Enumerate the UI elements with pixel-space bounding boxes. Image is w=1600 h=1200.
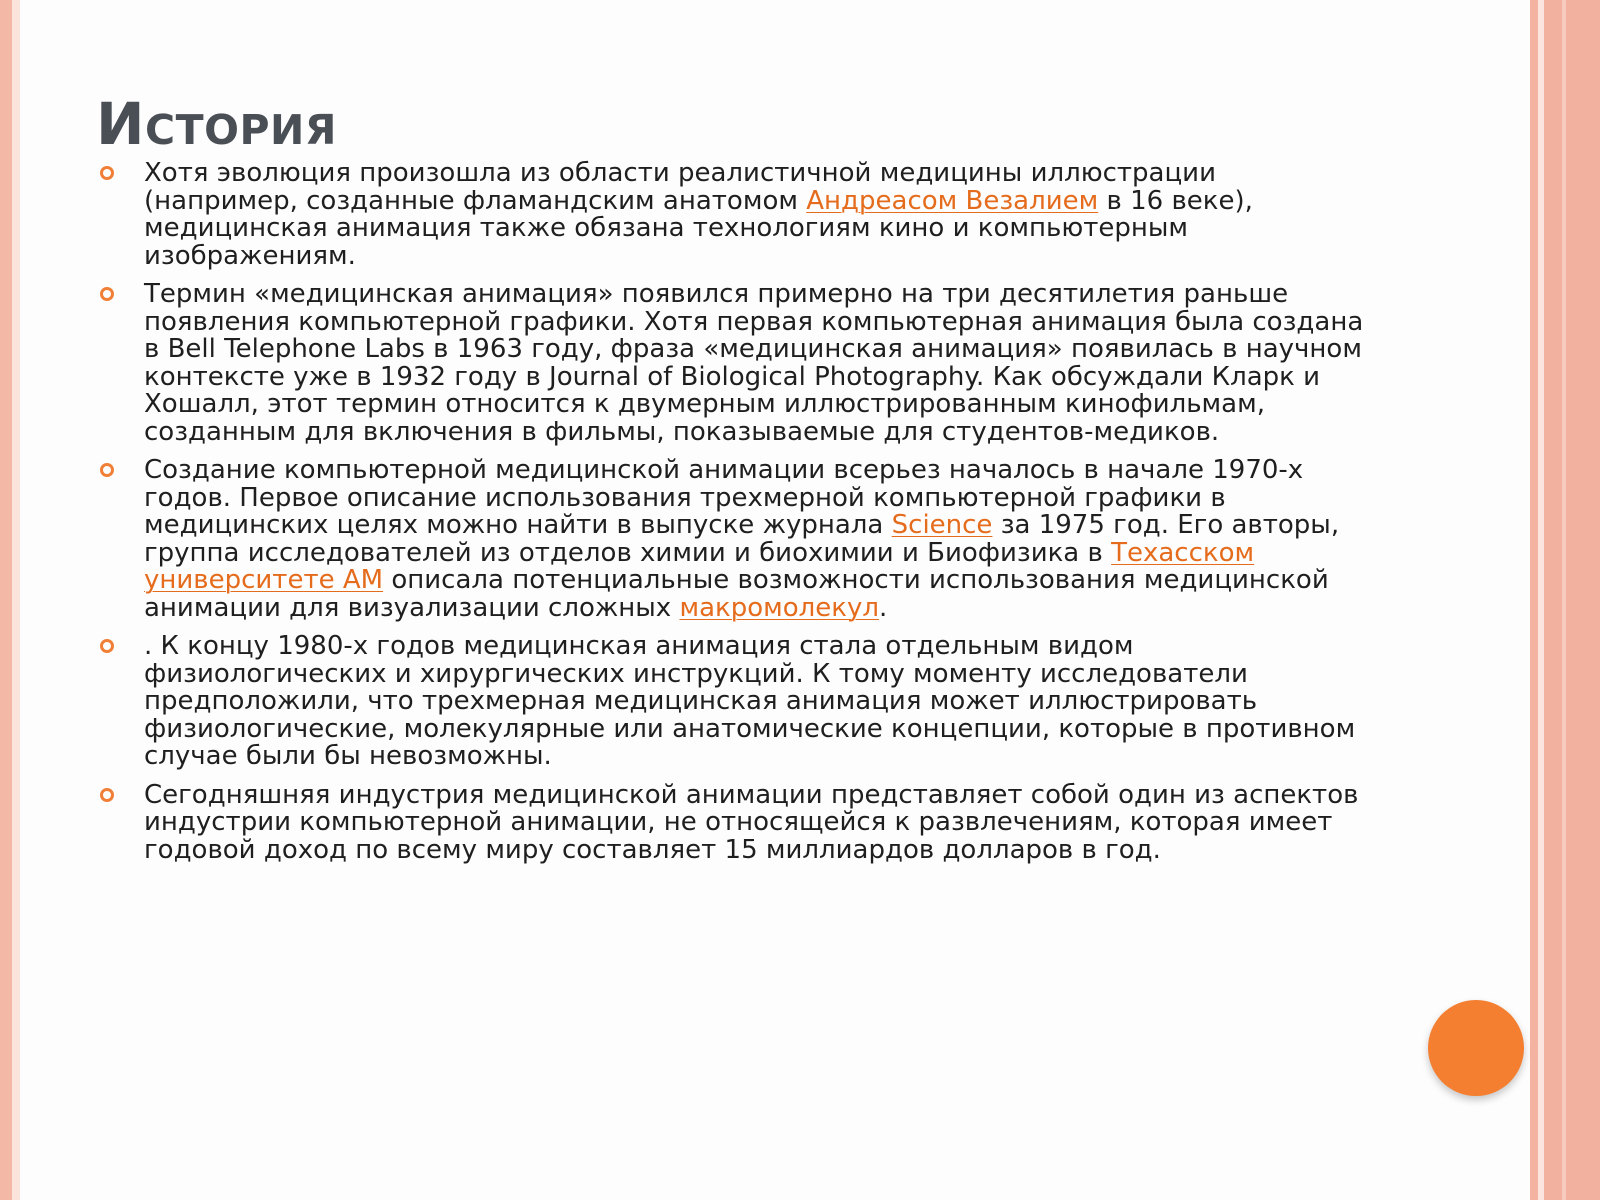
bullet-4-text: . К концу 1980-х годов медицинская анимация стала отдельным видом физиологических и хирургических инструкций. К тому моменту исследователи предположили, что трехмерная медицинская анимация может иллюстрировать физиологические, молекулярные или анатомические концепции, которые в противном случае были бы невозможны. xyxy=(144,631,1356,771)
slide-title: История xyxy=(96,90,337,158)
bullet-item-2 xyxy=(100,281,1370,446)
right-edge-band-wide xyxy=(1544,0,1600,1200)
link-science[interactable]: Science xyxy=(891,510,993,540)
bullet-item-3 xyxy=(100,457,1370,622)
decorative-orange-circle xyxy=(1428,1000,1524,1096)
bullet-item-5 xyxy=(100,779,1370,865)
bullet-3-text-part-4: . xyxy=(878,592,888,623)
bullet-1-text-part-2: в 16 веке), медицинская анимация также обязана технологиям кино и компьютерным изображениям. xyxy=(144,185,1253,271)
link-texas-am-university[interactable]: Техасском университете AM xyxy=(144,537,1255,595)
left-edge-band xyxy=(0,0,12,1200)
bullet-ring-icon xyxy=(100,287,114,301)
bullet-ring-icon xyxy=(100,788,114,802)
bullet-item-4 xyxy=(100,633,1370,771)
bullet-1-text-part-1: Хотя эволюция произошла из области реалистичной медицины иллюстрации (например, созданные фламандским анатомом xyxy=(144,158,1216,216)
bullet-3-text-part-1: Создание компьютерной медицинской анимации всерьез началось в начале 1970-х годов. Первое описание использования трехмерной компьютерной графики в медицинских целях можно найти в выпуске журнала xyxy=(144,455,1304,540)
bullet-list xyxy=(100,160,1370,864)
bullet-ring-icon xyxy=(100,463,114,477)
right-edge-band-thin xyxy=(1530,0,1538,1200)
link-vesalius[interactable]: Андреасом Везалием xyxy=(806,185,1099,216)
left-edge-band-light xyxy=(12,0,20,1200)
bullet-3-text-part-3: описала потенциальные возможности использования медицинской анимации для визуализации сложных xyxy=(144,565,1329,623)
bullet-2-text: Термин «медицинская анимация» появился примерно на три десятилетия раньше появления компьютерной графики. Хотя первая компьютерная анимация была создана в Bell Telephone Labs в 1963 году, фраза «медицинская анимация» появилась в научном контексте уже в 1932 году в Journal of Biological Photography. Как обсуждали Кларк и Хошалл, этот термин относится к двумерным иллюстрированным кинофильмам, созданным для включения в фильмы, показываемые для студентов-медиков. xyxy=(144,279,1364,447)
bullet-5-text: Сегодняшняя индустрия медицинской анимации представляет собой один из аспектов индустрии компьютерной анимации, не относящейся к развлечениям, которая имеет годовой доход по всему миру составляет 15 миллиардов долларов в год. xyxy=(144,779,1359,865)
link-macromolecules[interactable]: макромолекул xyxy=(679,592,879,623)
bullet-item-1 xyxy=(100,160,1370,270)
bullet-3-text-part-2: за 1975 год. Его авторы, группа исследователей из отделов химии и биохимии и Биофизика в xyxy=(144,510,1340,568)
bullet-ring-icon xyxy=(100,166,114,180)
bullet-ring-icon xyxy=(100,639,114,653)
